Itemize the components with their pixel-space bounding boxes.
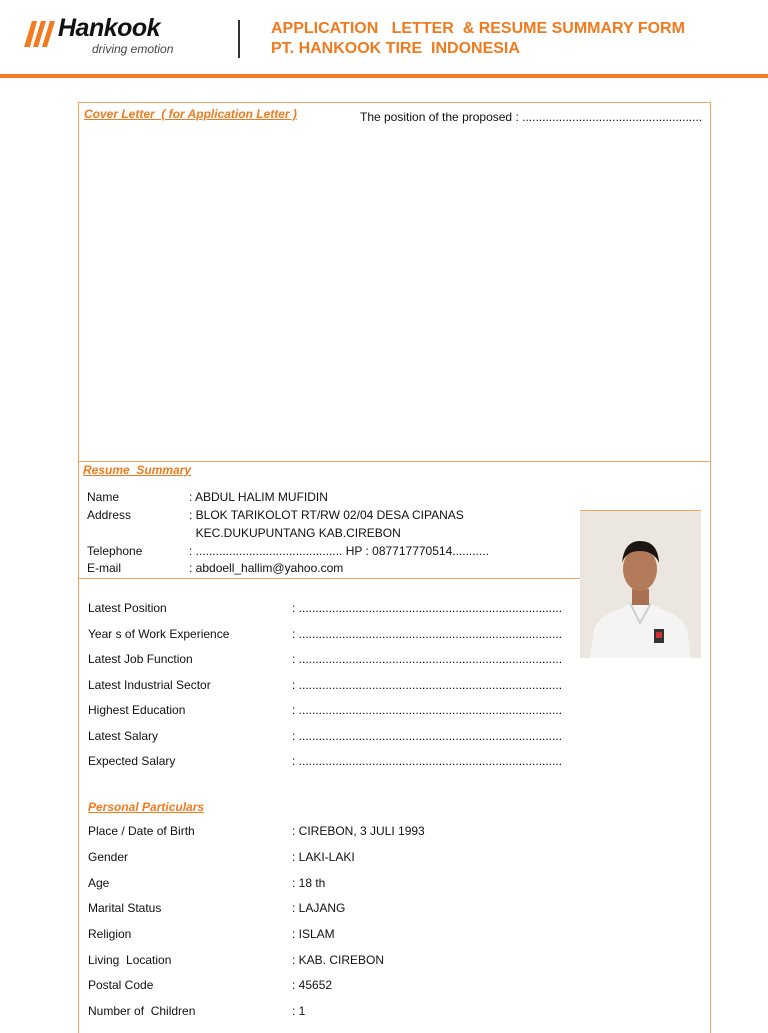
living-location-value[interactable]: : KAB. CIREBON xyxy=(292,953,385,967)
position-proposed-field[interactable]: The position of the proposed : ...................................................... xyxy=(360,110,703,124)
highest-education-label: Highest Education xyxy=(88,703,186,717)
children-label: Number of Children xyxy=(88,1004,196,1018)
telephone-value[interactable]: : ............................................ HP : 087717770514........... xyxy=(189,544,489,558)
industrial-sector-value[interactable]: : ............................................................................... xyxy=(292,678,563,692)
email-label: E-mail xyxy=(87,561,122,575)
expected-salary-label: Expected Salary xyxy=(88,754,176,768)
latest-salary-value[interactable]: : ............................................................................... xyxy=(292,729,563,743)
job-function-value[interactable]: : ............................................................................... xyxy=(292,652,563,666)
age-label: Age xyxy=(88,876,110,890)
address-value-line-2[interactable]: KEC.DUKUPUNTANG KAB.CIREBON xyxy=(189,526,401,540)
latest-position-label: Latest Position xyxy=(88,601,167,615)
resume-summary-heading: Resume Summary xyxy=(83,463,192,477)
address-label: Address xyxy=(87,508,132,522)
work-experience-label: Year s of Work Experience xyxy=(88,627,230,641)
religion-value[interactable]: : ISLAM xyxy=(292,927,335,941)
religion-label: Religion xyxy=(88,927,132,941)
telephone-label: Telephone xyxy=(87,544,143,558)
marital-status-value[interactable]: : LAJANG xyxy=(292,901,346,915)
living-location-label: Living Location xyxy=(88,953,172,967)
gender-label: Gender xyxy=(88,850,129,864)
birth-label: Place / Date of Birth xyxy=(88,824,195,838)
marital-status-label: Marital Status xyxy=(88,901,162,915)
applicant-photo xyxy=(580,510,701,658)
job-function-label: Latest Job Function xyxy=(88,652,193,666)
cover-letter-heading: Cover Letter ( for Application Letter ) xyxy=(84,107,297,121)
applicant-portrait-image xyxy=(580,511,701,658)
latest-position-value[interactable]: : ............................................................................... xyxy=(292,601,563,615)
form-title xyxy=(271,19,685,59)
gender-value[interactable]: : LAKI-LAKI xyxy=(292,850,355,864)
name-value[interactable]: : ABDUL HALIM MUFIDIN xyxy=(189,490,328,504)
page-header xyxy=(0,0,768,80)
address-value[interactable]: : BLOK TARIKOLOT RT/RW 02/04 DESA CIPANAS xyxy=(189,508,464,522)
name-label: Name xyxy=(87,490,120,504)
form-title-line-1: APPLICATION LETTER & RESUME SUMMARY FORM xyxy=(271,20,685,37)
email-value[interactable]: : abdoell_hallim@yahoo.com xyxy=(189,561,344,575)
birth-value[interactable]: : CIREBON, 3 JULI 1993 xyxy=(292,824,425,838)
postal-code-label: Postal Code xyxy=(88,978,154,992)
children-value[interactable]: : 1 xyxy=(292,1004,306,1018)
postal-code-value[interactable]: : 45652 xyxy=(292,978,333,992)
contact-divider xyxy=(78,578,580,579)
logo-wordmark: Hankook xyxy=(58,14,161,42)
header-rule xyxy=(0,74,768,78)
industrial-sector-label: Latest Industrial Sector xyxy=(88,678,211,692)
expected-salary-value[interactable]: : ............................................................................... xyxy=(292,754,563,768)
work-experience-value[interactable]: : ............................................................................... xyxy=(292,627,563,641)
form-title-line-2: PT. HANKOOK TIRE INDONESIA xyxy=(271,40,520,57)
header-divider xyxy=(238,20,240,58)
tire-mark-icon xyxy=(22,17,56,49)
personal-particulars-heading: Personal Particulars xyxy=(88,800,205,814)
cover-section-divider xyxy=(78,461,710,462)
hankook-logo xyxy=(22,14,217,58)
logo-tagline: driving emotion xyxy=(92,42,174,56)
latest-salary-label: Latest Salary xyxy=(88,729,159,743)
age-value[interactable]: : 18 th xyxy=(292,876,326,890)
highest-education-value[interactable]: : ............................................................................... xyxy=(292,703,563,717)
